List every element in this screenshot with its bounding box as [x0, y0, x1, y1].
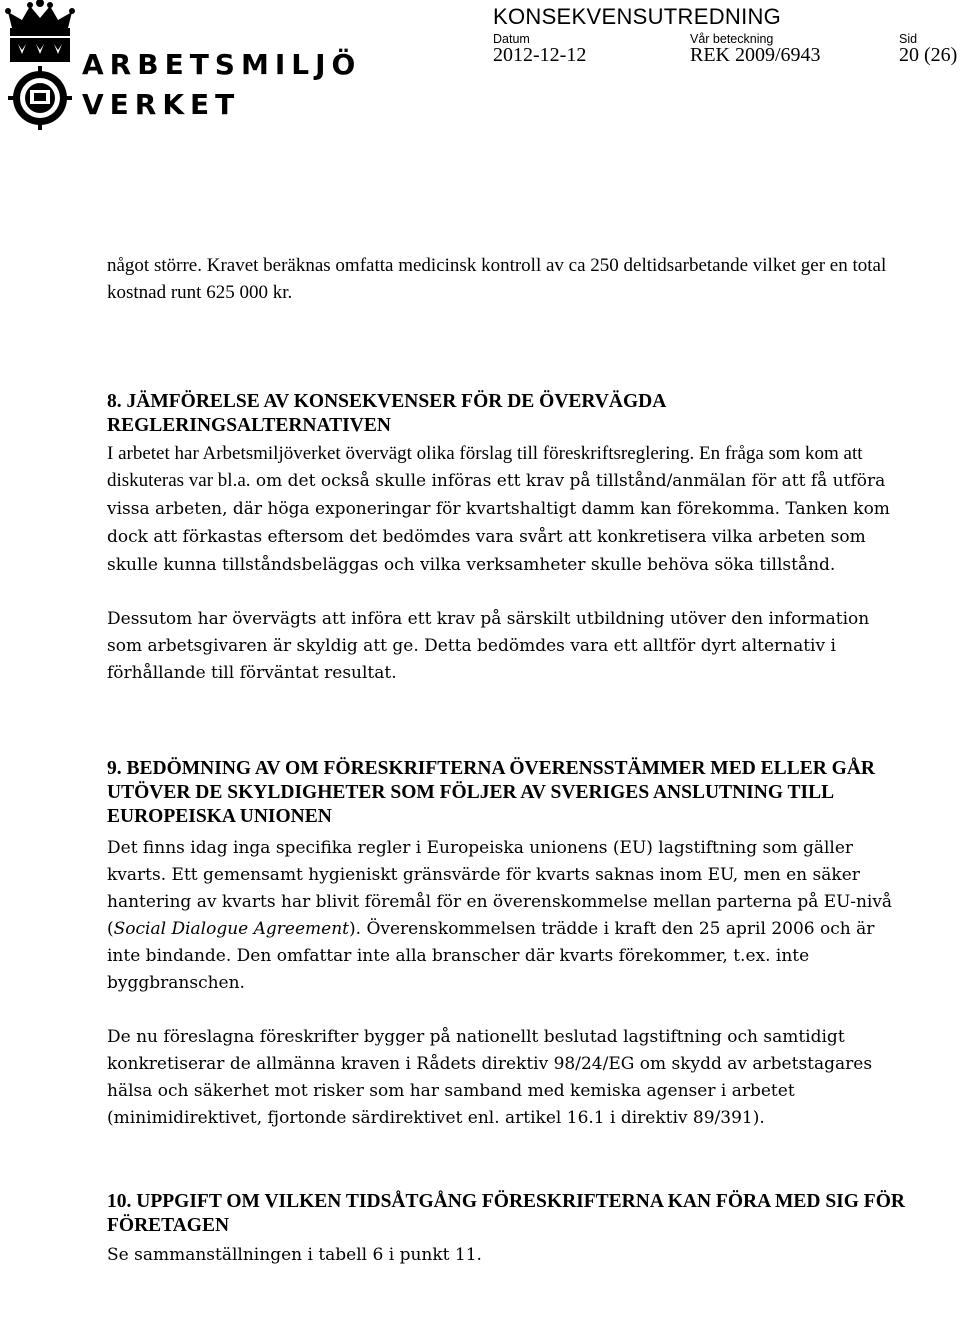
section-9-heading: 9. BEDÖMNING AV OM FÖRESKRIFTERNA ÖVERENSSTÄMMER MED ELLER GÅR UTÖVER DE SKYLDIGHETER SOM FÖLJER AV SVERIGES ANSLUTNING TILL EUROPEISKA UNIONEN: [107, 758, 875, 827]
section-9-paragraph-2: De nu föreslagna föreskrifter bygger på nationellt beslutad lagstiftning och samtidigt konkretiserar de allmänna kraven i Rådets direktiv 98/24/EG om skydd av arbetstagares hälsa och säkerhet mot risker som har samband med kemiska agenser i arbetet (minimidirektivet, fjortonde särdirektivet enl. artikel 16.1 i direktiv 89/391).: [107, 1027, 873, 1128]
reference-value: REK 2009/6943: [690, 44, 821, 66]
date-label: Datum: [493, 32, 530, 46]
page-label: Sid: [899, 32, 918, 46]
gear-emblem-icon: [8, 66, 72, 130]
section-8-heading: 8. JÄMFÖRELSE AV KONSEKVENSER FÖR DE ÖVERVÄGDA REGLERINGSALTERNATIVEN: [107, 391, 666, 436]
agreement-name: Social Dialogue Agreement: [113, 919, 349, 939]
section-9-paragraph-1: [107, 835, 907, 997]
page-number: 20 (26): [899, 44, 958, 66]
section-10-paragraph: Se sammanställningen i tabell 6 i punkt 11.: [107, 1245, 482, 1265]
shield-icon: [10, 38, 70, 62]
document-body: [107, 252, 907, 1269]
section-9-para1-part-a: Det finns idag inga specifika regler i Europeiska unionens (EU) lagstiftning som gäller kvarts. Ett gemensamt hygieniskt gränsvärde för kvarts saknas inom EU, men en säker hantering av kvarts har blivit föremål för en överenskommelse mellan parterna på EU-nivå (: [107, 838, 893, 939]
section-8-para1-part-c: Tanken kom dock att förkastas eftersom det bedömdes vara svårt att konkretisera vilka arbeten som skulle kunna tillståndsbeläggas och vilka verksamheter skulle behöva söka tillstånd.: [107, 499, 890, 575]
intro-paragraph: något större. Kravet beräknas omfatta medicinsk kontroll av ca 250 deltidsarbetande vilket ger en total kostnad runt 625 000 kr.: [107, 255, 887, 303]
section-8-paragraph-1: [107, 440, 907, 579]
org-name-line2: VERKET: [82, 88, 241, 121]
section-8-para1-part-a: I arbetet har Arbetsmiljöverket övervägt olika förslag till föreskriftsreglering. En fråga som kom att diskuteras var bl.a.: [107, 443, 863, 491]
crown-icon: [5, 0, 75, 36]
reference-label: Vår beteckning: [690, 32, 774, 46]
section-8-paragraph-2: Dessutom har övervägts att införa ett krav på särskilt utbildning utöver den information som arbetsgivaren är skyldig att ge. Detta bedömdes vara ett alltför dyrt alternativ i förhållande till förväntat resultat.: [107, 609, 870, 683]
section-10-heading: 10. UPPGIFT OM VILKEN TIDSÅTGÅNG FÖRESKRIFTERNA KAN FÖRA MED SIG FÖR FÖRETAGEN: [107, 1191, 905, 1236]
org-name-line1: ARBETSMILJÖ: [82, 48, 362, 81]
document-type: KONSEKVENSUTREDNING: [493, 4, 782, 29]
section-8-para1-part-b: om det också skulle införas ett krav på tillstånd/anmälan för att få utföra vissa arbeten, där höga exponeringar för kvartshaltigt damm kan förekomma.: [107, 471, 886, 519]
date-value: 2012-12-12: [493, 44, 587, 66]
section-9-para1-part-b: ). Överenskommelsen trädde i kraft den 25 april 2006 och är inte bindande. Den omfattar inte alla branscher där kvarts förekommer, t.ex. inte byggbranschen.: [107, 919, 875, 993]
